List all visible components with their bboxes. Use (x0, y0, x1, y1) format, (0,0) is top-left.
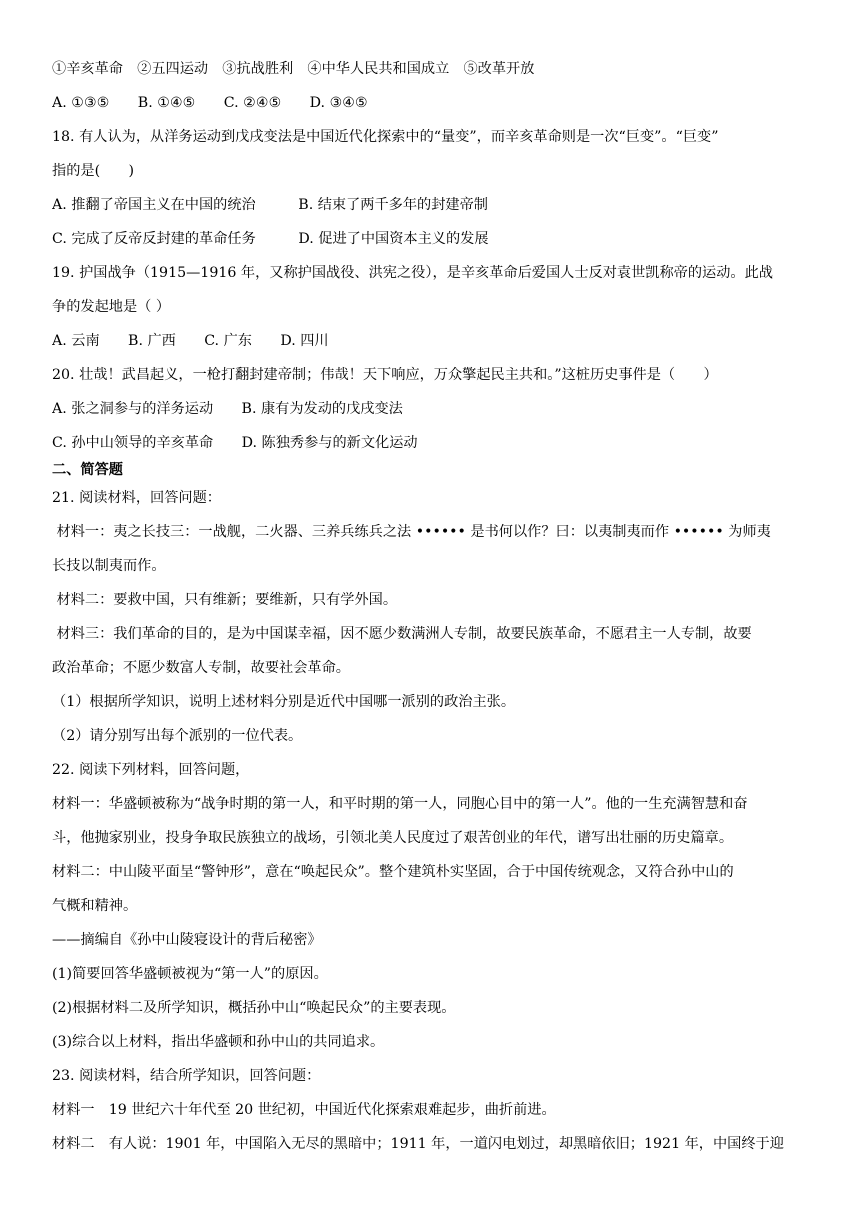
q22-source: ——摘编自《孙中山陵寝设计的背后秘密》 (52, 932, 322, 948)
q22-sub-3: (3)综合以上材料，指出华盛顿和孙中山的共同追求。 (52, 1034, 385, 1050)
q20-choices-cd: C. 孙中山领导的辛亥革命 D. 陈独秀参与的新文化运动 (52, 435, 418, 451)
q22-sub-1: (1)简要回答华盛顿被视为“第一人”的原因。 (52, 966, 328, 982)
q21-material-1: 材料一：夷之长技三：一战舰，二火器、三养兵练兵之法 •••••• 是书何以作？曰：以夷制夷而作 •••••• 为师夷 (52, 524, 771, 540)
q19-stem-cont: 争的发起地是（ ） (52, 299, 171, 315)
q19-stem: 19. 护国战争（1915—1916 年，又称护国战役、洪宪之役），是辛亥革命后爱国人士反对袁世凯称帝的运动。此战 (52, 265, 773, 281)
section-heading: 二、简答题 (52, 462, 123, 478)
q20-stem: 20. 壮哉！武昌起义，一枪打翻封建帝制；伟哉！天下响应，万众擎起民主共和。”这桩历史事件是（ ） (52, 367, 718, 383)
q22-material-1: 材料一：华盛顿被称为“战争时期的第一人，和平时期的第一人，同胞心目中的第一人”。他的一生充满智慧和奋 (52, 796, 748, 812)
q22-material-1-cont: 斗，他抛家别业，投身争取民族独立的战场，引领北美人民度过了艰苦创业的年代，谱写出壮丽的历史篇章。 (52, 830, 734, 846)
q18-stem: 18. 有人认为，从洋务运动到戊戌变法是中国近代化探索中的“量变”，而辛亥革命则是一次“巨变”。“巨变” (52, 129, 719, 145)
q23-material-1: 材料一 19 世纪六十年代至 20 世纪初，中国近代化探索艰难起步，曲折前进。 (52, 1102, 556, 1118)
q21-material-3-cont: 政治革命；不愿少数富人专制，故要社会革命。 (52, 660, 350, 676)
q22-sub-2: (2)根据材料二及所学知识，概括孙中山“唤起民众”的主要表现。 (52, 1000, 456, 1016)
q22-material-2: 材料二：中山陵平面呈“警钟形”，意在“唤起民众”。整个建筑朴实坚固，合于中国传统观念，又符合孙中山的 (52, 864, 734, 880)
q21-material-2: 材料二：要救中国，只有维新；要维新，只有学外国。 (52, 592, 398, 608)
q17-options-list: ①辛亥革命 ②五四运动 ③抗战胜利 ④中华人民共和国成立 ⑤改革开放 (52, 61, 535, 77)
q21-stem: 21. 阅读材料，回答问题： (52, 490, 221, 506)
q18-choices-ab: A. 推翻了帝国主义在中国的统治 B. 结束了两千多年的封建帝制 (52, 197, 488, 213)
q21-material-3: 材料三：我们革命的目的，是为中国谋幸福，因不愿少数满洲人专制，故要民族革命，不愿君主一人专制，故要 (52, 626, 752, 642)
q18-stem-cont: 指的是( ) (52, 163, 135, 179)
q18-choices-cd: C. 完成了反帝反封建的革命任务 D. 促进了中国资本主义的发展 (52, 231, 489, 247)
q21-sub-2: （2）请分别写出每个派别的一位代表。 (52, 728, 303, 744)
q17-choices: A. ①③⑤ B. ①④⑤ C. ②④⑤ D. ③④⑤ (52, 95, 368, 111)
q23-stem: 23. 阅读材料，结合所学知识，回答问题： (52, 1068, 321, 1084)
q19-choices: A. 云南 B. 广西 C. 广东 D. 四川 (52, 333, 329, 349)
q21-sub-1: （1）根据所学知识，说明上述材料分别是近代中国哪一派别的政治主张。 (52, 694, 516, 710)
q20-choices-ab: A. 张之洞参与的洋务运动 B. 康有为发动的戊戌变法 (52, 401, 403, 417)
q23-material-2: 材料二 有人说：1901 年，中国陷入无尽的黑暗中；1911 年，一道闪电划过，却黑暗依旧；1921 年，中国终于迎 (52, 1136, 784, 1152)
q22-material-2-cont: 气概和精神。 (52, 898, 138, 914)
q22-stem: 22. 阅读下列材料，回答问题， (52, 762, 250, 778)
q21-material-1-cont: 长技以制夷而作。 (52, 558, 166, 574)
